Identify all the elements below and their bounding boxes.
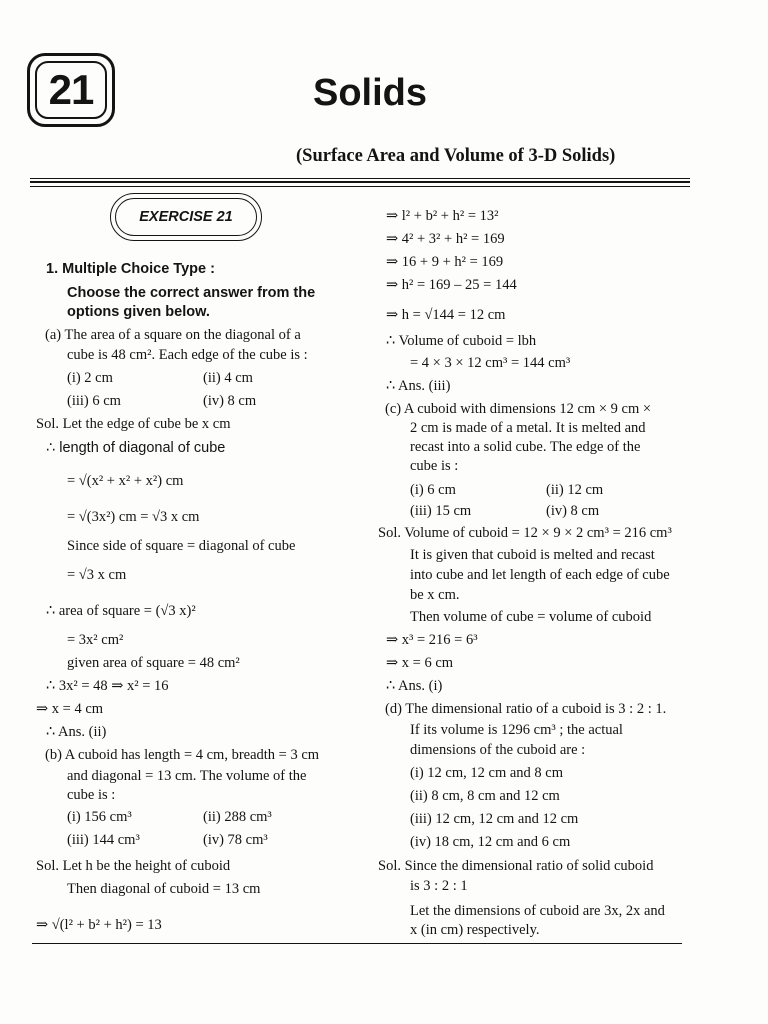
chapter-number-badge: [27, 53, 115, 127]
right-column-line: Sol. Volume of cuboid = 12 × 9 × 2 cm³ = 216 cm³: [378, 525, 672, 541]
left-column-line: ⇒ √(l² + b² + h²) = 13: [36, 917, 162, 933]
left-column-line: (iv) 8 cm: [203, 393, 257, 409]
right-column-line: (i) 6 cm: [410, 482, 456, 498]
left-column-line: = √(3x²) cm = √3 x cm: [67, 509, 200, 525]
chapter-subtitle: (Surface Area and Volume of 3-D Solids): [296, 146, 616, 166]
footer-rule: [32, 943, 682, 944]
left-column-line: (ii) 4 cm: [203, 370, 253, 386]
left-column-line: (b) A cuboid has length = 4 cm, breadth = 3 cm: [45, 747, 320, 763]
right-column-line: (iv) 18 cm, 12 cm and 6 cm: [410, 834, 571, 850]
left-column-line: Sol. Let the edge of cube be x cm: [36, 416, 231, 432]
right-column-line: cube is :: [410, 458, 459, 474]
right-column-line: ∴ Ans. (iii): [386, 378, 451, 394]
left-column-line: (iii) 6 cm: [67, 393, 121, 409]
right-column-line: It is given that cuboid is melted and recast: [410, 547, 655, 563]
right-column-line: ⇒ x = 6 cm: [386, 655, 454, 671]
left-column-line: ∴ Ans. (ii): [46, 724, 107, 740]
left-column-line: given area of square = 48 cm²: [67, 655, 240, 671]
header-rule-2: [30, 181, 690, 183]
right-column-line: = 4 × 3 × 12 cm³ = 144 cm³: [410, 355, 571, 371]
header-rule-1: [30, 178, 690, 179]
right-column-line: ∴ Ans. (i): [386, 678, 443, 694]
left-column-line: ∴ length of diagonal of cube: [46, 440, 226, 456]
right-column-line: (ii) 12 cm: [546, 482, 604, 498]
right-column-line: ⇒ x³ = 216 = 6³: [386, 632, 478, 648]
right-column-line: ⇒ l² + b² + h² = 13²: [386, 208, 499, 224]
right-column-line: ⇒ 4² + 3² + h² = 169: [386, 231, 505, 247]
left-column-line: (iv) 78 cm³: [203, 832, 268, 848]
left-column-line: Then diagonal of cuboid = 13 cm: [67, 881, 261, 897]
exercise-label: EXERCISE 21: [115, 198, 257, 236]
left-column-line: cube is :: [67, 787, 116, 803]
right-column-line: ⇒ h = √144 = 12 cm: [386, 307, 506, 323]
right-column-line: ⇒ 16 + 9 + h² = 169: [386, 254, 504, 270]
right-column-line: (i) 12 cm, 12 cm and 8 cm: [410, 765, 564, 781]
exercise-label-box: [110, 193, 262, 241]
left-column-line: Choose the correct answer from the: [67, 285, 316, 301]
left-column-line: = √3 x cm: [67, 567, 127, 583]
left-column-line: ∴ area of square = (√3 x)²: [46, 603, 196, 619]
right-column-line: into cube and let length of each edge of cube: [410, 567, 670, 583]
right-column-line: (iii) 15 cm: [410, 503, 472, 519]
left-column-line: (i) 156 cm³: [67, 809, 132, 825]
right-column-line: Let the dimensions of cuboid are 3x, 2x and: [410, 903, 665, 919]
left-column-line: ⇒ x = 4 cm: [36, 701, 104, 717]
right-column-line: Sol. Since the dimensional ratio of solid cuboid: [378, 858, 654, 874]
right-column-line: is 3 : 2 : 1: [410, 878, 468, 894]
left-column-line: = 3x² cm²: [67, 632, 124, 648]
right-column-line: (c) A cuboid with dimensions 12 cm × 9 cm ×: [385, 401, 652, 417]
right-column-line: ⇒ h² = 169 – 25 = 144: [386, 277, 517, 293]
right-column-line: (iii) 12 cm, 12 cm and 12 cm: [410, 811, 579, 827]
right-column-line: x (in cm) respectively.: [410, 922, 540, 938]
left-column-line: Since side of square = diagonal of cube: [67, 538, 296, 554]
left-column-line: (iii) 144 cm³: [67, 832, 140, 848]
left-column-line: (a) The area of a square on the diagonal of a: [45, 327, 301, 343]
right-column-line: be x cm.: [410, 587, 460, 603]
left-column-line: = √(x² + x² + x²) cm: [67, 473, 184, 489]
right-column-line: recast into a solid cube. The edge of the: [410, 439, 641, 455]
left-column-line: (i) 2 cm: [67, 370, 113, 386]
left-column-line: Sol. Let h be the height of cuboid: [36, 858, 231, 874]
left-column-line: (ii) 288 cm³: [203, 809, 272, 825]
right-column-line: (ii) 8 cm, 8 cm and 12 cm: [410, 788, 560, 804]
chapter-number: 21: [35, 61, 107, 119]
left-column-line: and diagonal = 13 cm. The volume of the: [67, 768, 307, 784]
right-column-line: ∴ Volume of cuboid = lbh: [386, 333, 537, 349]
right-column-line: If its volume is 1296 cm³ ; the actual: [410, 722, 623, 738]
right-column-line: Then volume of cube = volume of cuboid: [410, 609, 652, 625]
left-column-line: cube is 48 cm². Each edge of the cube is :: [67, 347, 308, 363]
left-column-line: options given below.: [67, 304, 210, 320]
right-column-line: (iv) 8 cm: [546, 503, 600, 519]
chapter-title: Solids: [312, 72, 428, 114]
header-rule-3: [30, 186, 690, 187]
right-column-line: 2 cm is made of a metal. It is melted and: [410, 420, 646, 436]
left-column-line: 1. Multiple Choice Type :: [46, 261, 215, 277]
left-column-line: ∴ 3x² = 48 ⇒ x² = 16: [46, 678, 169, 694]
right-column-line: dimensions of the cuboid are :: [410, 742, 586, 758]
right-column-line: (d) The dimensional ratio of a cuboid is 3 : 2 : 1.: [385, 701, 667, 717]
